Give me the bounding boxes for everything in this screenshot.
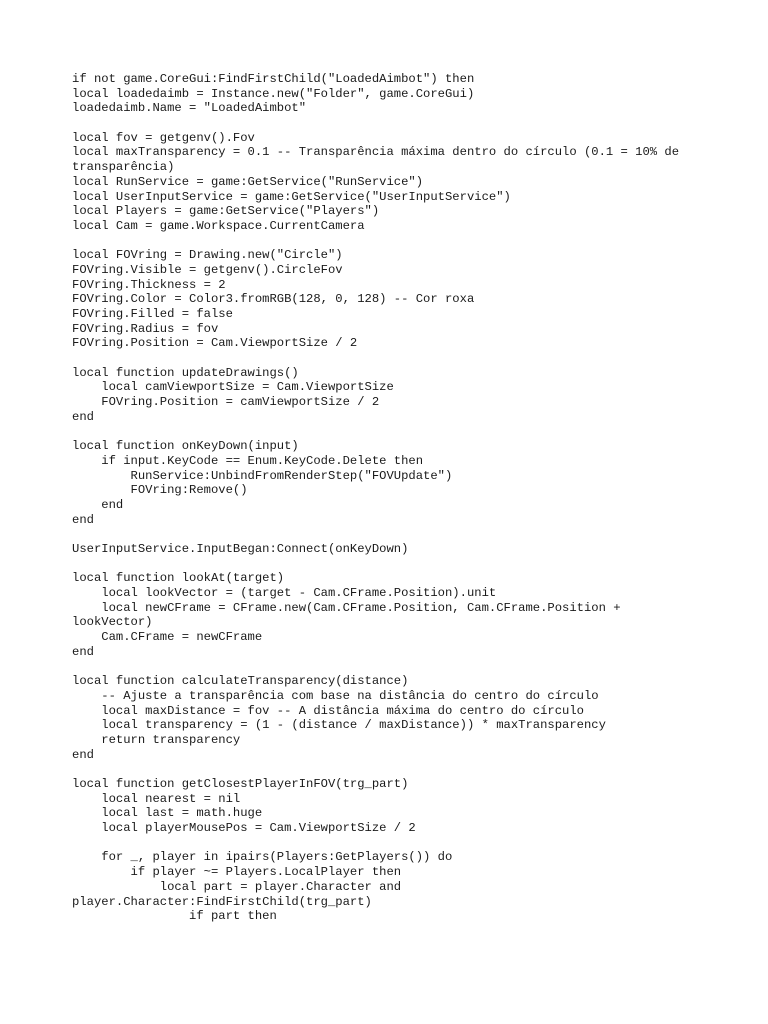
code-line: local function updateDrawings() — [72, 365, 299, 380]
code-line: Cam.CFrame = newCFrame — [72, 630, 263, 645]
code-line: local part = player.Character and — [72, 879, 402, 894]
code-line — [72, 425, 712, 440]
code-line: local Players = game:GetService("Players") — [72, 204, 380, 219]
code-line: local UserInputService = game:GetService("UserInputService") — [72, 189, 511, 204]
code-line — [72, 116, 712, 131]
code-line: local fov = getgenv().Fov — [72, 130, 255, 145]
code-line: local transparency = (1 - (distance / maxDistance)) * maxTransparency — [72, 718, 606, 733]
code-line: local maxDistance = fov -- A distância máxima do centro do círculo — [72, 703, 584, 718]
code-line: if not game.CoreGui:FindFirstChild("LoadedAimbot") then — [72, 72, 475, 86]
code-line: FOVring.Thickness = 2 — [72, 277, 226, 292]
code-line: FOVring:Remove() — [72, 483, 248, 498]
code-document — [72, 72, 712, 924]
code-line: UserInputService.InputBegan:Connect(onKeyDown) — [72, 542, 409, 556]
code-line — [72, 527, 712, 542]
code-line: end — [72, 644, 94, 659]
code-line: local nearest = nil — [72, 791, 241, 806]
code-line: FOVring.Radius = fov — [72, 321, 219, 336]
code-line: -- Ajuste a transparência com base na distância do centro do círculo — [72, 688, 599, 703]
code-line — [72, 351, 712, 366]
code-line: end — [72, 497, 124, 512]
code-line: local RunService = game:GetService("RunService") — [72, 174, 424, 189]
code-line: local playerMousePos = Cam.ViewportSize / 2 — [72, 821, 416, 836]
code-line: end — [72, 409, 94, 424]
code-line: FOVring.Position = Cam.ViewportSize / 2 — [72, 336, 358, 351]
code-line: local function onKeyDown(input) — [72, 439, 299, 454]
code-line: player.Character:FindFirstChild(trg_part) — [72, 894, 372, 909]
code-line — [72, 762, 712, 777]
code-line: local function calculateTransparency(distance) — [72, 674, 409, 689]
code-line: local loadedaimb = Instance.new("Folder", game.CoreGui) — [72, 86, 475, 101]
code-line: FOVring.Filled = false — [72, 307, 233, 321]
code-line: local maxTransparency = 0.1 -- Transparência máxima dentro do círculo (0.1 = 10% de — [72, 145, 680, 160]
code-line: local Cam = game.Workspace.CurrentCamera — [72, 218, 365, 233]
code-line — [72, 234, 712, 249]
code-line: local last = math.huge — [72, 806, 263, 821]
code-line: local function getClosestPlayerInFOV(trg_part) — [72, 777, 409, 791]
code-line: FOVring.Visible = getgenv().CircleFov — [72, 262, 343, 277]
code-line: local newCFrame = CFrame.new(Cam.CFrame.Position, Cam.CFrame.Position + — [72, 600, 621, 615]
code-line: local lookVector = (target - Cam.CFrame.Position).unit — [72, 586, 497, 601]
code-line: loadedaimb.Name = "LoadedAimbot" — [72, 101, 307, 116]
code-line: local FOVring = Drawing.new("Circle") — [72, 248, 343, 263]
code-line: local function lookAt(target) — [72, 571, 285, 586]
code-line: return transparency — [72, 732, 241, 747]
code-line: end — [72, 512, 94, 527]
code-line — [72, 836, 712, 851]
code-line: if player ~= Players.LocalPlayer then — [72, 865, 402, 880]
code-line: transparência) — [72, 160, 175, 175]
code-line: end — [72, 747, 94, 762]
code-line: FOVring.Position = camViewportSize / 2 — [72, 395, 380, 410]
code-line — [72, 660, 712, 675]
code-line: if input.KeyCode == Enum.KeyCode.Delete then — [72, 453, 424, 468]
code-line: for _, player in ipairs(Players:GetPlayers()) do — [72, 850, 453, 865]
code-line: local camViewportSize = Cam.ViewportSize — [72, 380, 394, 395]
code-line — [72, 557, 712, 572]
code-line: lookVector) — [72, 615, 153, 630]
code-line: if part then — [72, 909, 277, 924]
code-line: FOVring.Color = Color3.fromRGB(128, 0, 128) -- Cor roxa — [72, 292, 475, 307]
code-line: RunService:UnbindFromRenderStep("FOVUpdate") — [72, 468, 453, 483]
